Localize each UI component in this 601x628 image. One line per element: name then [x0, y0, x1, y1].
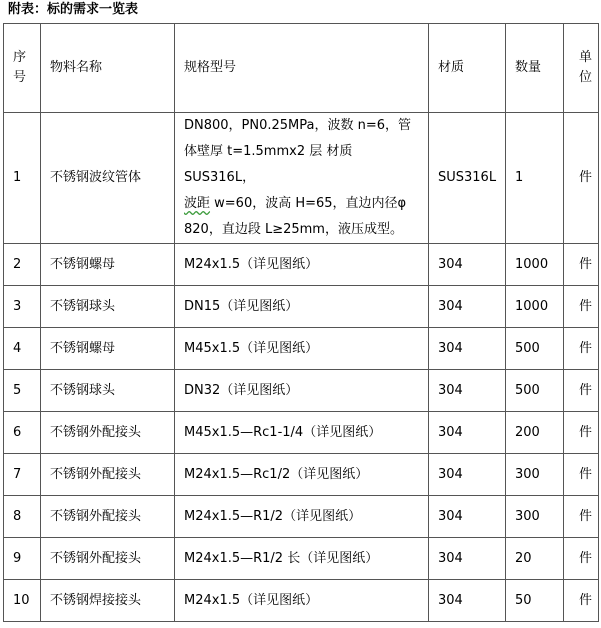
- table-row: [4, 328, 599, 370]
- cell-qty: 1: [506, 113, 564, 244]
- cell-unit: 件: [564, 538, 599, 580]
- table-row: [4, 580, 599, 622]
- cell-unit: 件: [564, 580, 599, 622]
- cell-spec: DN32（详见图纸）: [175, 370, 429, 412]
- cell-spec: [175, 113, 429, 244]
- cell-qty: 50: [506, 580, 564, 622]
- table-row: [4, 538, 599, 580]
- header-qty: 数量: [506, 24, 564, 113]
- cell-name: 不锈钢外配接头: [41, 412, 175, 454]
- table-row: [4, 370, 599, 412]
- cell-qty: 1000: [506, 286, 564, 328]
- cell-spec: M24x1.5（详见图纸）: [175, 244, 429, 286]
- header-unit-line1: 单: [578, 50, 592, 65]
- cell-qty: 500: [506, 370, 564, 412]
- header-material: 材质: [429, 24, 506, 113]
- cell-no: 8: [4, 496, 41, 538]
- cell-name: 不锈钢螺母: [41, 328, 175, 370]
- cell-name: 不锈钢球头: [41, 286, 175, 328]
- cell-unit: 件: [564, 328, 599, 370]
- cell-material: 304: [429, 244, 506, 286]
- cell-material: 304: [429, 328, 506, 370]
- cell-name: 不锈钢外配接头: [41, 538, 175, 580]
- cell-unit: 件: [564, 286, 599, 328]
- cell-material: 304: [429, 286, 506, 328]
- cell-qty: 500: [506, 328, 564, 370]
- cell-name: 不锈钢外配接头: [41, 496, 175, 538]
- table-row: [4, 496, 599, 538]
- cell-spec: M24x1.5—R1/2 长（详见图纸）: [175, 538, 429, 580]
- cell-material: 304: [429, 580, 506, 622]
- header-spec: 规格型号: [175, 24, 429, 113]
- spec-line: [184, 191, 424, 217]
- spellcheck-underlined-text: 波距: [184, 196, 211, 211]
- cell-qty: 1000: [506, 244, 564, 286]
- cell-unit: 件: [564, 370, 599, 412]
- cell-spec: M45x1.5—Rc1-1/4（详见图纸）: [175, 412, 429, 454]
- cell-qty: 20: [506, 538, 564, 580]
- cell-no: 4: [4, 328, 41, 370]
- cell-spec: M24x1.5—Rc1/2（详见图纸）: [175, 454, 429, 496]
- cell-spec: DN15（详见图纸）: [175, 286, 429, 328]
- cell-qty: 300: [506, 496, 564, 538]
- cell-spec: M45x1.5（详见图纸）: [175, 328, 429, 370]
- cell-material: 304: [429, 496, 506, 538]
- cell-no: 1: [4, 113, 41, 244]
- cell-unit: 件: [564, 113, 599, 244]
- cell-no: 2: [4, 244, 41, 286]
- cell-no: 6: [4, 412, 41, 454]
- cell-qty: 300: [506, 454, 564, 496]
- page-title: 附表：标的需求一览表: [8, 2, 139, 17]
- cell-unit: 件: [564, 496, 599, 538]
- cell-material: SUS316L: [429, 113, 506, 244]
- requirements-table: [3, 23, 599, 622]
- cell-name: 不锈钢球头: [41, 370, 175, 412]
- cell-no: 7: [4, 454, 41, 496]
- table-row: [4, 113, 599, 244]
- table-row: [4, 454, 599, 496]
- cell-spec: M24x1.5—R1/2（详见图纸）: [175, 496, 429, 538]
- spec-line-rest: w=60，波高 H=65，直边内径φ: [210, 196, 407, 211]
- cell-no: 5: [4, 370, 41, 412]
- table-row: [4, 412, 599, 454]
- cell-no: 10: [4, 580, 41, 622]
- cell-material: 304: [429, 370, 506, 412]
- spec-line: 体壁厚 t=1.5mmx2 层 材质 SUS316L，: [184, 144, 353, 185]
- header-name: 物料名称: [41, 24, 175, 113]
- cell-unit: 件: [564, 244, 599, 286]
- header-no-line1: 序: [13, 50, 27, 65]
- spec-line: 820，直边段 L≥25mm，液压成型。: [184, 222, 403, 237]
- spec-line: DN800，PN0.25MPa，波数 n=6，管: [184, 118, 412, 133]
- cell-name: 不锈钢螺母: [41, 244, 175, 286]
- header-unit-line2: 位: [578, 70, 592, 85]
- table-body: [4, 24, 599, 622]
- cell-name: 不锈钢波纹管体: [41, 113, 175, 244]
- header-no-line2: 号: [13, 70, 27, 85]
- table-header-row: [4, 24, 599, 113]
- table-row: [4, 244, 599, 286]
- cell-no: 9: [4, 538, 41, 580]
- cell-spec: M24x1.5（详见图纸）: [175, 580, 429, 622]
- cell-unit: 件: [564, 412, 599, 454]
- cell-material: 304: [429, 538, 506, 580]
- header-unit: [564, 24, 599, 113]
- cell-qty: 200: [506, 412, 564, 454]
- cell-material: 304: [429, 454, 506, 496]
- cell-name: 不锈钢焊接接头: [41, 580, 175, 622]
- table-row: [4, 286, 599, 328]
- cell-name: 不锈钢外配接头: [41, 454, 175, 496]
- cell-no: 3: [4, 286, 41, 328]
- header-no: [4, 24, 41, 113]
- cell-material: 304: [429, 412, 506, 454]
- cell-unit: 件: [564, 454, 599, 496]
